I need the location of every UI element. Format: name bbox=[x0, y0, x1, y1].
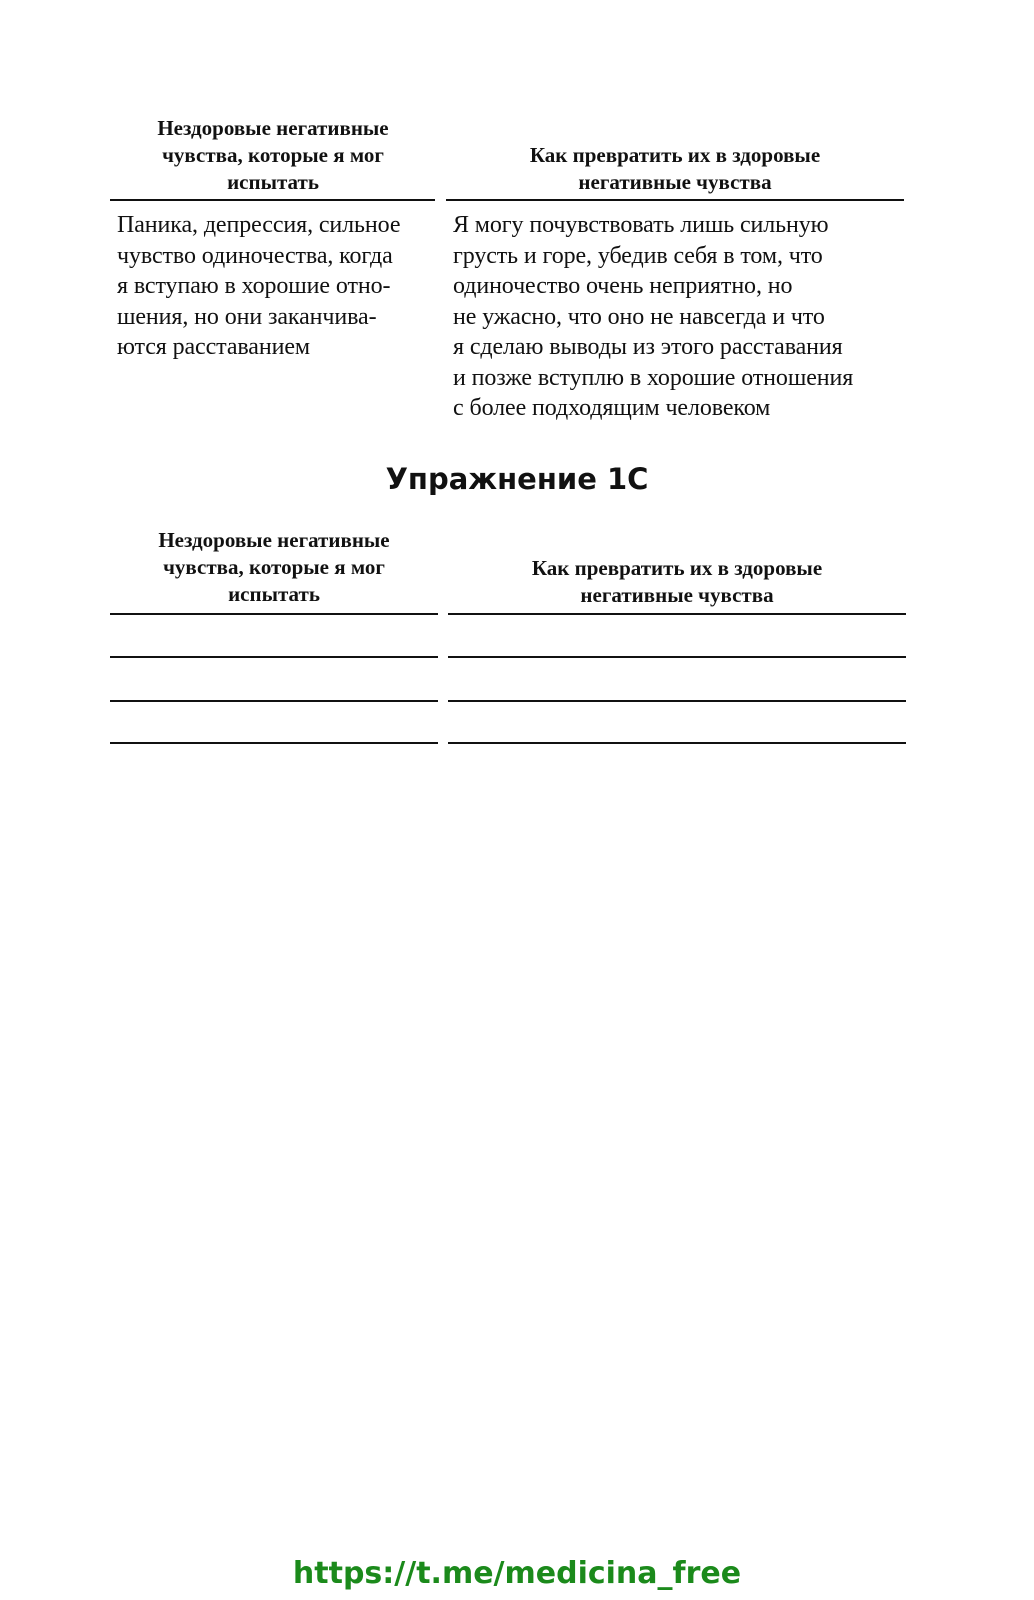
exercise-col2-header-line: Как превратить их в здоровые bbox=[531, 556, 823, 580]
cell-line: и позже вступлю в хорошие отношения bbox=[453, 364, 854, 391]
cell-line: ются расставанием bbox=[117, 334, 310, 360]
table1-col2-header bbox=[446, 142, 904, 196]
table1-header-rule-right bbox=[446, 199, 904, 201]
cell-line: грусть и горе, убедив себя в том, что bbox=[453, 242, 823, 269]
exercise-answer-line-right[interactable] bbox=[448, 742, 906, 744]
exercise-answer-line-left[interactable] bbox=[110, 700, 438, 702]
exercise-col2-header bbox=[448, 555, 906, 609]
exercise-col2-header-line: негативные чувства bbox=[580, 583, 774, 607]
cell-line: шения, но они заканчива- bbox=[117, 303, 377, 330]
exercise-col1-header bbox=[110, 527, 438, 608]
exercise-header-rule-left bbox=[110, 613, 438, 615]
exercise-answer-line-right[interactable] bbox=[448, 656, 906, 658]
exercise-answer-line-left[interactable] bbox=[110, 656, 438, 658]
table1-col1-header-line: чувства, которые я мог bbox=[162, 143, 384, 167]
cell-line: я сделаю выводы из этого расставания bbox=[453, 334, 843, 360]
table1-col2-cell bbox=[453, 210, 913, 424]
cell-line: одиночество очень неприятно, но bbox=[453, 273, 793, 299]
table1-col2-header-line: Как превратить их в здоровые bbox=[529, 143, 821, 167]
footer-link[interactable]: https://t.me/medicina_free bbox=[292, 1556, 742, 1591]
cell-line: Паника, депрессия, сильное bbox=[117, 212, 401, 238]
exercise-title: Упражнение 1С bbox=[385, 462, 649, 496]
cell-line: не ужасно, что оно не навсегда и что bbox=[453, 303, 825, 330]
table1-header-rule-left bbox=[110, 199, 435, 201]
table1-col2-header-line: негативные чувства bbox=[578, 170, 772, 194]
exercise-col1-header-line: Нездоровые негативные bbox=[158, 528, 390, 552]
exercise-col1-header-line: испытать bbox=[228, 582, 320, 606]
cell-line: с более подходящим человеком bbox=[453, 395, 771, 421]
exercise-col1-header-line: чувства, которые я мог bbox=[163, 555, 385, 579]
table1-col1-header-line: испытать bbox=[227, 170, 319, 194]
cell-line: чувство одиночества, когда bbox=[117, 242, 393, 269]
table1-col1-header bbox=[110, 115, 436, 196]
cell-line: я вступаю в хорошие отно- bbox=[117, 273, 391, 299]
cell-line: Я могу почувствовать лишь сильную bbox=[453, 212, 829, 238]
table1-col1-cell bbox=[117, 210, 437, 363]
exercise-answer-line-left[interactable] bbox=[110, 742, 438, 744]
exercise-answer-line-right[interactable] bbox=[448, 700, 906, 702]
table1-col1-header-line: Нездоровые негативные bbox=[157, 116, 389, 140]
exercise-header-rule-right bbox=[448, 613, 906, 615]
